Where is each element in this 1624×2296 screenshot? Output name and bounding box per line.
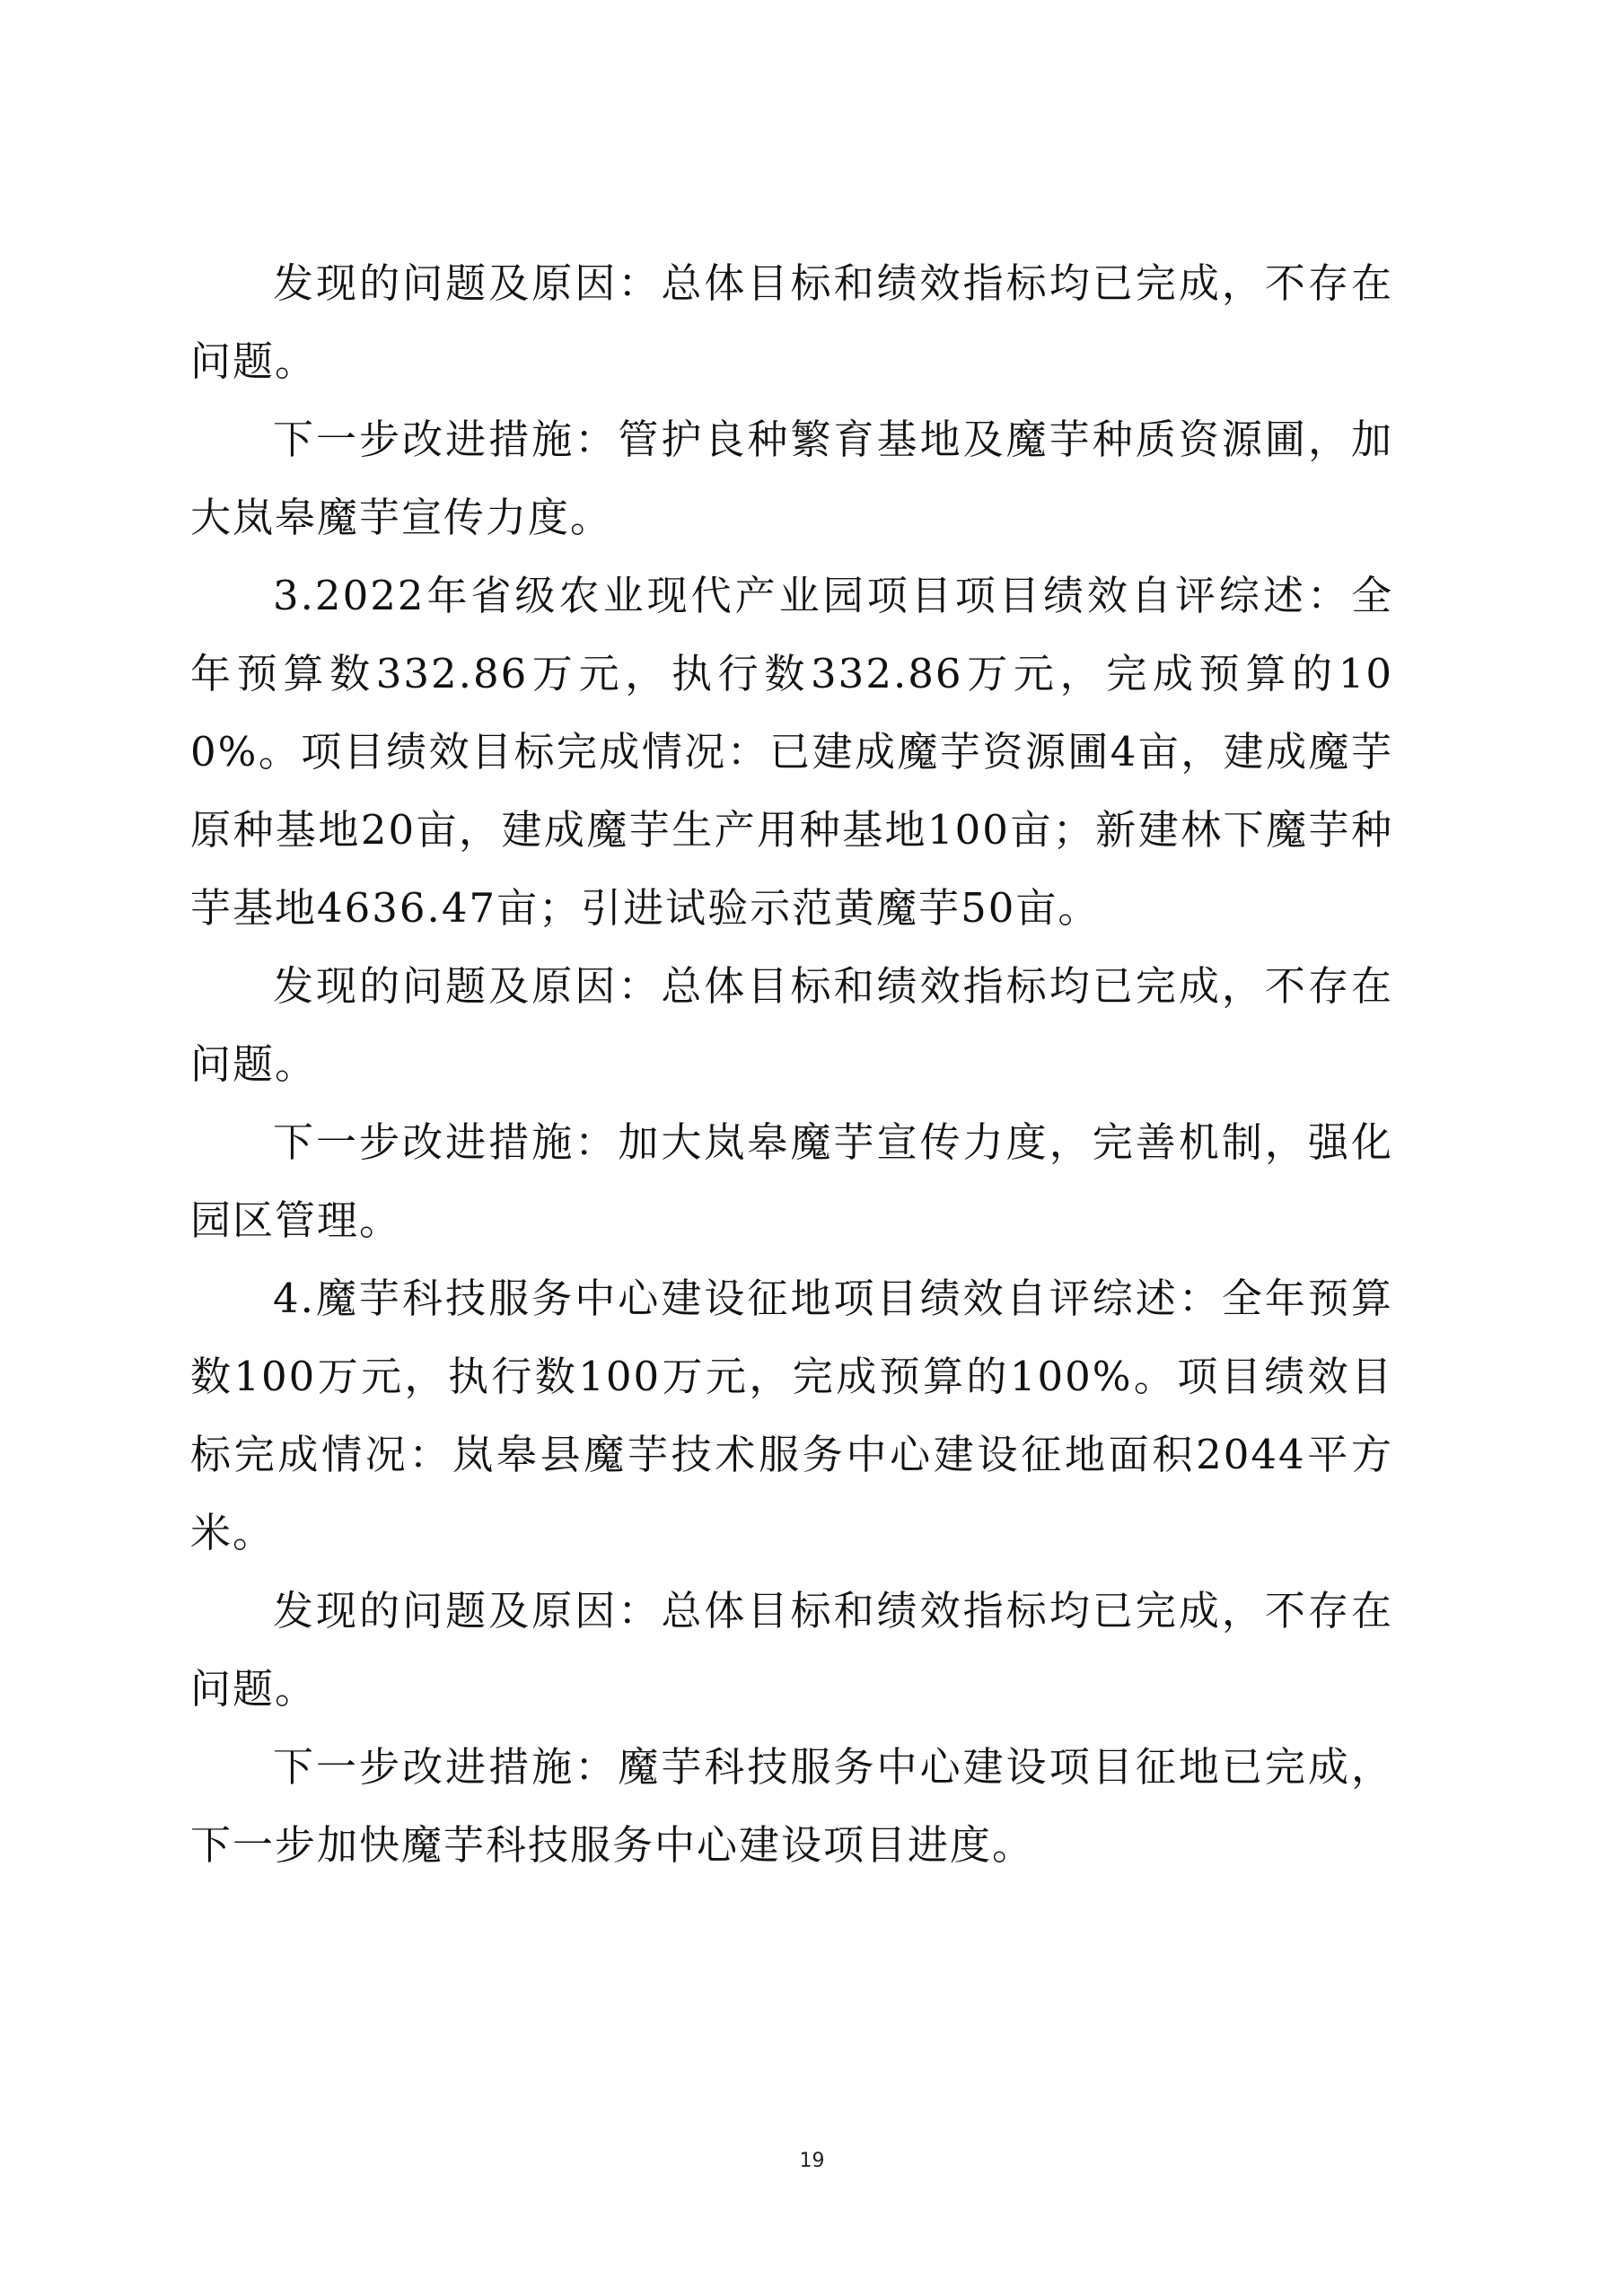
paragraph-next-steps-3: 下一步改进措施：加大岚皋魔芋宣传力度，完善机制，强化园区管理。 [190, 1118, 1393, 1244]
paragraph-project-3-summary: 3.2022年省级农业现代产业园项目项目绩效自评综述：全年预算数332.86万元，执行数332.86万元，完成预算的100%。项目绩效目标完成情况：已建成魔芋资源圃4亩，建成魔芋原种基地20亩，建成魔芋生产用种基地100亩；新建林下魔芋种芋基地4636.47亩；引进试验示范黄魔芋50亩。 [190, 572, 1393, 932]
paragraph-problems-3: 发现的问题及原因：总体目标和绩效指标均已完成，不存在问题。 [190, 962, 1393, 1088]
body-text [190, 244, 1393, 1884]
paragraph-next-steps-1: 下一步改进措施：管护良种繁育基地及魔芋种质资源圃，加大岚皋魔芋宣传力度。 [190, 416, 1393, 541]
paragraph-next-steps-4: 下一步改进措施：魔芋科技服务中心建设项目征地已完成，下一步加快魔芋科技服务中心建设项目进度。 [190, 1743, 1393, 1869]
paragraph-project-4-summary: 4.魔芋科技服务中心建设征地项目绩效自评综述：全年预算数100万元，执行数100万元，完成预算的100%。项目绩效目标完成情况：岚皋县魔芋技术服务中心建设征地面积2044平方米。 [190, 1275, 1393, 1556]
paragraph-problems-1: 发现的问题及原因：总体目标和绩效指标均已完成，不存在问题。 [190, 259, 1393, 385]
page-number: 19 [799, 2150, 825, 2172]
paragraph-problems-4: 发现的问题及原因：总体目标和绩效指标均已完成，不存在问题。 [190, 1587, 1393, 1713]
